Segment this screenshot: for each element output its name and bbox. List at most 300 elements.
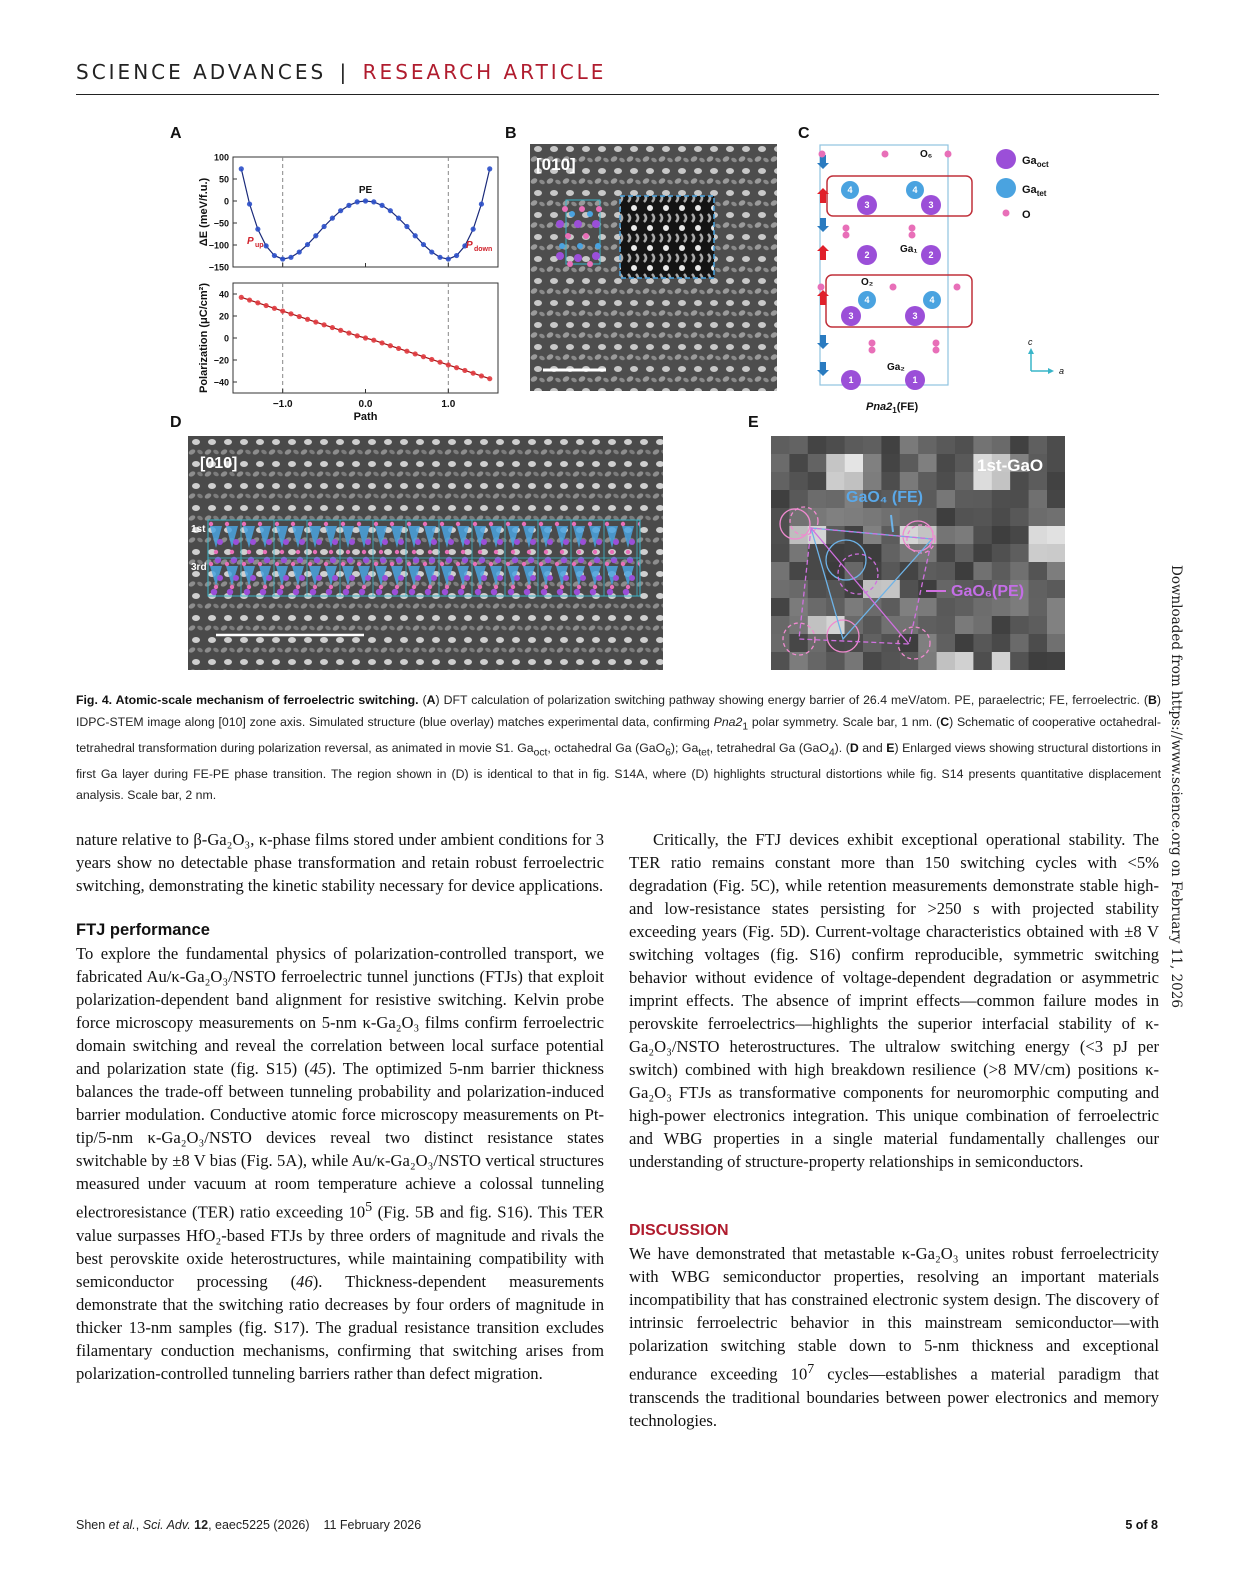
- pixel: [789, 472, 808, 490]
- pixel: [808, 454, 827, 472]
- svg-text:O₂: O₂: [861, 277, 874, 288]
- pixel: [808, 580, 827, 598]
- svg-text:O₆: O₆: [920, 149, 933, 160]
- pixel: [789, 508, 808, 526]
- axis-indicator: [1028, 337, 1064, 376]
- pixel: [900, 580, 919, 598]
- data-point: [305, 242, 310, 247]
- pixel: [863, 436, 882, 454]
- pixel: [1047, 616, 1065, 634]
- paragraph: We have demonstrated that metastable κ-Ga₂O₃ unites robust ferroelectricity with WBG semiconductor properties, resolving an important materials incompatibility that has constrained electronic system design. The discovery of intrinsic ferroelectric behavior in this mainstream semiconductor—with polarization switching stable down to 5-nm thickness and exceptional endurance exceeding $10^7$ cycles—establishes a material paradigm that transcends the traditional boundaries between power electronics and memory technologies.: [629, 1244, 1159, 1430]
- pixel: [826, 472, 845, 490]
- data-point: [454, 253, 459, 258]
- pixel: [973, 508, 992, 526]
- pixel: [826, 454, 845, 472]
- data-point: [321, 224, 326, 229]
- svg-text:Ga₁: Ga₁: [900, 244, 918, 255]
- pixel: [1010, 436, 1029, 454]
- panel-e-svg: [771, 436, 1065, 670]
- data-point: [371, 199, 376, 204]
- pixel: [955, 526, 974, 544]
- pixel: [973, 436, 992, 454]
- data-point: [330, 216, 335, 221]
- pixel: [1029, 616, 1048, 634]
- x-tick-label: 0.0: [358, 399, 373, 410]
- pixel: [918, 616, 937, 634]
- figure-title: Fig. 4. Atomic-scale mechanism of ferroelectric switching.: [76, 693, 419, 707]
- unit-cell: [820, 145, 948, 385]
- pixel: [955, 616, 974, 634]
- data-point: [255, 300, 260, 305]
- pixel: [845, 472, 864, 490]
- pixel: [826, 544, 845, 562]
- data-point: [437, 360, 442, 365]
- pixel: [881, 616, 900, 634]
- data-point: [264, 243, 269, 248]
- pixel: [845, 508, 864, 526]
- pixel: [1047, 472, 1065, 490]
- pixel: [881, 544, 900, 562]
- pixel: [789, 454, 808, 472]
- pixel: [863, 580, 882, 598]
- body-left-column: [76, 828, 604, 1385]
- zone-axis-label: [010]: [200, 455, 238, 472]
- pixel: [973, 598, 992, 616]
- pixel: [845, 580, 864, 598]
- pixel: [771, 472, 790, 490]
- pixel: [1029, 490, 1048, 508]
- pixel: [771, 652, 790, 670]
- data-point: [288, 255, 293, 260]
- y-tick-label: −20: [213, 355, 229, 366]
- svg-text:3: 3: [864, 200, 870, 210]
- pixel: [789, 580, 808, 598]
- svg-text:O: O: [1022, 209, 1031, 221]
- y-tick-label: −50: [213, 218, 229, 229]
- pixel: [937, 652, 956, 670]
- pixel: [826, 490, 845, 508]
- y-axis-label: ΔE (meV/f.u.): [198, 177, 210, 247]
- data-point: [487, 376, 492, 381]
- panel-label-c: C: [798, 125, 810, 142]
- pixel: [992, 634, 1011, 652]
- data-point: [272, 253, 277, 258]
- zone-axis-label: [010]: [536, 155, 576, 174]
- pixel: [1047, 634, 1065, 652]
- pixel: [955, 508, 974, 526]
- pixel: [937, 562, 956, 580]
- data-point: [479, 201, 484, 206]
- svg-text:3: 3: [848, 311, 854, 321]
- data-point: [429, 249, 434, 254]
- citation-footer: Shen et al., Sci. Adv. 12, eaec5225 (2026) 11 February 2026: [76, 1518, 422, 1532]
- pixel: [808, 472, 827, 490]
- data-point: [479, 373, 484, 378]
- svg-text:Gaoct: $Ga_{oct}$: [1022, 155, 1049, 169]
- pixel: [771, 436, 790, 454]
- journal-name: SCIENCE ADVANCES: [76, 60, 327, 84]
- data-point: [338, 328, 343, 333]
- pixel: [789, 490, 808, 508]
- pixel: [955, 436, 974, 454]
- panel-a-charts: [165, 140, 505, 425]
- pixel: [955, 634, 974, 652]
- data-point: [321, 322, 326, 327]
- data-point: [388, 343, 393, 348]
- data-point: [297, 249, 302, 254]
- x-axis-label: Path: [353, 411, 378, 423]
- section-heading-ftj: FTJ performance: [76, 921, 210, 939]
- pixel: [973, 526, 992, 544]
- svg-text:Gatet: $Ga_{tet}$: [1022, 184, 1047, 198]
- data-point: [297, 314, 302, 319]
- pixel: [863, 526, 882, 544]
- pixel: [937, 526, 956, 544]
- pixel: [881, 472, 900, 490]
- page-number: 5 of 8: [1125, 1518, 1158, 1532]
- figure-caption: Fig. 4. Atomic-scale mechanism of ferroelectric switching. (A) DFT calculation of polarization switching pathway showing energy barrier of 26.4 meV/atom. PE, paraelectric; FE, ferroelectric. (B) IDPC-STEM image along [010] zone axis. Simulated structure (blue overlay) matches experimental data, confirming $Pna2_1$ polar symmetry. Scale bar, 1 nm. (C) Schematic of cooperative octahedral-tetrahedral transformation during polarization reversal, as animated in movie S1. $Ga_{oct}$, octahedral Ga (GaO$_6$); $Ga_{tet}$, tetrahedral Ga (GaO$_4$). (D and E) Enlarged views showing structural distortions in first Ga layer during FE-PE phase transition. The region shown in (D) is identical to that in fig. S14A, where (D) highlights structural distortions while fig. S14 presents quantitative displacement analysis. Scale bar, 2 nm.: [76, 693, 1162, 803]
- pixel: [771, 454, 790, 472]
- pixel: [937, 454, 956, 472]
- pixel: [789, 544, 808, 562]
- data-point: [355, 199, 360, 204]
- paragraph: Critically, the FTJ devices exhibit exceptional operational stability. The TER ratio remains constant more than 150 switching cycles with <5% degradation (Fig. 5C), while retention measurements demonstrate stable high- and low-resistance states persisting for >250 s with projected stability exceeding years (Fig. 5D). Current-voltage characteristics obtained with ±8 V switching voltages (fig. S16) confirm reproducible, symmetric switching behavior without evidence of voltage-dependent degradation or asymmetric imprint effects. The absence of imprint effects—common failure modes in perovskite ferroelectrics—highlights the superior interfacial stability of κ-Ga₂O₃/NSTO heterostructures. The ultralow switching energy (<3 pJ per switch) combined with high breakdown resilience (>8 MV/cm) positions κ-Ga₂O₃ FTJs as transformative components for neuromorphic computing and high-power electronics integration. This unique combination of ferroelectric and WBG properties in a single material fundamentally challenges our understanding of structure-property relationships in semiconductors.: [629, 830, 1159, 1171]
- pixel: [1047, 598, 1065, 616]
- pixel: [937, 472, 956, 490]
- pixel: [1010, 508, 1029, 526]
- pixel: [1029, 580, 1048, 598]
- pixel: [771, 598, 790, 616]
- plot-frame: [233, 157, 498, 267]
- data-point: [255, 227, 260, 232]
- pixel: [845, 454, 864, 472]
- pixel: [955, 562, 974, 580]
- svg-text:a: a: [1059, 366, 1065, 376]
- pixel: [881, 580, 900, 598]
- panel-b-svg: [530, 144, 777, 391]
- pixel: [973, 490, 992, 508]
- header-separator: |: [339, 60, 350, 84]
- data-point: [313, 319, 318, 324]
- pixel: [1047, 454, 1065, 472]
- pixel: [955, 454, 974, 472]
- y-axis-label: Polarization (μC/cm²): [198, 282, 210, 394]
- y-tick-label: −40: [213, 377, 229, 388]
- data-point: [446, 256, 451, 261]
- panel-label-b: B: [505, 125, 517, 142]
- pixel: [918, 472, 937, 490]
- svg-text:c: c: [1028, 337, 1033, 347]
- pixel: [1029, 562, 1048, 580]
- panel-e-stem-image: [771, 436, 1065, 670]
- data-point: [413, 233, 418, 238]
- data-point: [239, 166, 244, 171]
- pixel: [918, 652, 937, 670]
- pixel: [1029, 436, 1048, 454]
- data-point: [355, 333, 360, 338]
- pixel: [955, 652, 974, 670]
- pixel: [918, 634, 937, 652]
- pixel: [1047, 526, 1065, 544]
- pixel: [937, 616, 956, 634]
- data-point: [247, 297, 252, 302]
- p-up-subscript: up: [255, 242, 264, 249]
- paragraph: nature relative to β-Ga₂O₃, κ-phase films stored under ambient conditions for 3 years show no detectable phase transformation and retain robust ferroelectric switching, demonstrating the kinetic stability necessary for device applications.: [76, 830, 604, 895]
- data-point: [280, 256, 285, 261]
- pixel: [863, 508, 882, 526]
- pixel: [808, 490, 827, 508]
- pixel: [918, 598, 937, 616]
- pixel: [937, 598, 956, 616]
- pixel: [863, 454, 882, 472]
- svg-text:Ga₂: Ga₂: [887, 362, 905, 373]
- pixel: [992, 544, 1011, 562]
- data-point: [421, 354, 426, 359]
- journal-header: [76, 60, 606, 84]
- pixel: [826, 508, 845, 526]
- pixel: [771, 580, 790, 598]
- data-point: [396, 216, 401, 221]
- pixel: [863, 634, 882, 652]
- pixel: [808, 634, 827, 652]
- pixel: [771, 616, 790, 634]
- data-point: [404, 224, 409, 229]
- data-point: [413, 351, 418, 356]
- pixel: [918, 436, 937, 454]
- pixel: [918, 454, 937, 472]
- svg-text:4: 4: [912, 185, 918, 195]
- pixel: [1010, 526, 1029, 544]
- pixel: [937, 508, 956, 526]
- pixel: [1047, 580, 1065, 598]
- pixel: [863, 616, 882, 634]
- y-tick-label: −100: [208, 240, 229, 251]
- pixel: [1010, 490, 1029, 508]
- svg-text:4: 4: [864, 295, 870, 305]
- pixel: [845, 634, 864, 652]
- data-point: [346, 330, 351, 335]
- pixel: [937, 634, 956, 652]
- space-group-label: $Pna2_1(FE)$: [866, 401, 919, 415]
- pixel: [826, 436, 845, 454]
- pixel: [918, 562, 937, 580]
- pixel: [955, 472, 974, 490]
- simulated-region: [620, 196, 714, 278]
- p-down-subscript: down: [474, 246, 493, 253]
- pixel: [918, 526, 937, 544]
- y-tick-label: 0: [223, 333, 229, 344]
- pixel: [900, 436, 919, 454]
- legend: [996, 149, 1049, 221]
- pixel: [1029, 634, 1048, 652]
- data-point: [239, 295, 244, 300]
- p-up-label: P: [247, 236, 254, 247]
- pixel: [771, 562, 790, 580]
- pixel: [973, 652, 992, 670]
- pixel: [771, 544, 790, 562]
- data-point: [429, 357, 434, 362]
- data-point: [487, 166, 492, 171]
- pixel: [900, 616, 919, 634]
- article-type: RESEARCH ARTICLE: [362, 60, 607, 84]
- data-point: [313, 233, 318, 238]
- pixel: [1047, 544, 1065, 562]
- pixel: [808, 616, 827, 634]
- data-point: [404, 349, 409, 354]
- pixel: [992, 562, 1011, 580]
- p-down-label: P: [466, 240, 473, 251]
- pixel: [900, 472, 919, 490]
- section-heading-discussion: DISCUSSION: [629, 1222, 729, 1239]
- pixel: [1029, 508, 1048, 526]
- pixel: [1010, 616, 1029, 634]
- pixel: [863, 472, 882, 490]
- pixel: [1029, 526, 1048, 544]
- svg-text:1: 1: [912, 375, 918, 385]
- y-tick-label: −150: [208, 262, 229, 273]
- pixel: [789, 634, 808, 652]
- svg-text:4: 4: [847, 185, 853, 195]
- data-point: [421, 242, 426, 247]
- svg-text:4: 4: [929, 295, 935, 305]
- pixel: [955, 544, 974, 562]
- y-tick-label: 40: [218, 289, 229, 300]
- pixel: [845, 436, 864, 454]
- data-point: [437, 255, 442, 260]
- pixel: [992, 526, 1011, 544]
- pixel: [1047, 436, 1065, 454]
- pixel: [789, 652, 808, 670]
- pixel: [863, 652, 882, 670]
- data-point: [446, 362, 451, 367]
- data-point: [346, 203, 351, 208]
- pixel: [789, 616, 808, 634]
- pixel: [1010, 562, 1029, 580]
- pixel: [937, 436, 956, 454]
- pixel: [771, 490, 790, 508]
- data-point: [396, 346, 401, 351]
- paragraph: To explore the fundamental physics of polarization-controlled transport, we fabricated Au/κ-Ga₂O₃/NSTO ferroelectric tunnel junctions (FTJs) that exploit polarization-dependent band alignment for resistive switching. Kelvin probe force microscopy measurements on 5-nm κ-Ga₂O₃ films confirm ferroelectric domain switching and reveal the correlation between local surface potential and polarization state (fig. S15) (45). The optimized 5-nm barrier thickness balances the trade-off between tunneling probability and polarization-induced barrier modulation. Conductive atomic force microscopy measurements on Pt-tip/5-nm κ-Ga₂O₃/NSTO devices reveal two distinct resistance states switchable by ±8 V bias (Fig. 5A), while Au/κ-Ga₂O₃/NSTO vertical structures measured under vacuum at room temperature achieve a colossal tunneling electroresistance (TER) ratio exceeding $10^5$ (Fig. 5B and fig. S16). This TER value surpasses HfO₂-based FTJs by three orders of magnitude and rivals the best perovskite oxide heterostructures, while maintaining compatibility with semiconductor processing (46). Thickness-dependent measurements demonstrate that the switching ratio decreases by four orders of magnitude in thicker 13-nm samples (fig. S17). The gradual resistance transition excludes filamentary conduction mechanisms, confirming that switching arises from polarization-controlled tunneling barriers rather than defect migration.: [76, 944, 605, 1383]
- pixel: [808, 652, 827, 670]
- data-point: [363, 335, 368, 340]
- pixel: [992, 436, 1011, 454]
- panel-e-title: 1st-GaO: [977, 456, 1044, 475]
- data-point: [305, 317, 310, 322]
- pixel: [1047, 490, 1065, 508]
- pixel: [845, 598, 864, 616]
- data-point: [379, 340, 384, 345]
- layer-label-3rd: 3rd: [191, 562, 207, 573]
- pixel: [881, 652, 900, 670]
- pixel: [992, 508, 1011, 526]
- y-tick-label: 50: [218, 174, 229, 185]
- panel-b-stem-image: [530, 144, 777, 391]
- pixel: [937, 544, 956, 562]
- pe-label: PE: [358, 185, 373, 196]
- pixel: [1010, 598, 1029, 616]
- pixel: [1047, 562, 1065, 580]
- data-point: [471, 371, 476, 376]
- pixel: [808, 436, 827, 454]
- pixel: [955, 598, 974, 616]
- pixel: [900, 454, 919, 472]
- svg-text:3: 3: [912, 311, 918, 321]
- data-point: [363, 198, 368, 203]
- pixel: [992, 652, 1011, 670]
- panel-label-e: E: [748, 414, 759, 431]
- pixel: [826, 616, 845, 634]
- data-point: [454, 365, 459, 370]
- pixel: [881, 598, 900, 616]
- pixel: [1047, 652, 1065, 670]
- layer-label-1st: 1st: [191, 524, 206, 535]
- svg-text:2: 2: [928, 250, 934, 260]
- pixel: [1010, 652, 1029, 670]
- data-point: [264, 303, 269, 308]
- polarization-chart: [198, 283, 498, 423]
- pixel: [973, 544, 992, 562]
- pixel: [808, 598, 827, 616]
- y-tick-label: 20: [218, 311, 229, 322]
- svg-text:3: 3: [928, 200, 934, 210]
- svg-text:2: 2: [864, 250, 870, 260]
- data-point: [371, 338, 376, 343]
- pixel: [789, 436, 808, 454]
- data-point: [247, 201, 252, 206]
- atoms: [818, 151, 961, 391]
- pixel: [826, 652, 845, 670]
- x-tick-label: −1.0: [272, 399, 293, 410]
- panel-label-d: D: [170, 414, 182, 431]
- pixel: [973, 634, 992, 652]
- pixel: [992, 616, 1011, 634]
- header-rule: [76, 94, 1159, 95]
- y-tick-label: 0: [223, 196, 229, 207]
- panel-d-stem-image: [188, 436, 663, 670]
- pixel: [845, 652, 864, 670]
- series-line: [241, 169, 489, 259]
- gao6-label: GaO₆(PE): [951, 583, 1025, 600]
- pixel: [955, 490, 974, 508]
- energy-chart: [198, 153, 498, 273]
- pixel: [789, 598, 808, 616]
- pixel: [1047, 508, 1065, 526]
- data-point: [379, 203, 384, 208]
- panel-c-schematic: [800, 140, 1080, 415]
- pixel: [1029, 544, 1048, 562]
- gao4-label: GaO₄ (FE): [846, 489, 923, 506]
- pixel: [992, 598, 1011, 616]
- data-point: [471, 227, 476, 232]
- data-point: [272, 306, 277, 311]
- download-note: Downloaded from https://www.science.org on February 11, 2026: [1168, 565, 1184, 1008]
- pixel: [973, 616, 992, 634]
- pixel: [826, 526, 845, 544]
- pixel: [881, 436, 900, 454]
- pixel: [918, 508, 937, 526]
- data-point: [280, 308, 285, 313]
- pixel: [992, 490, 1011, 508]
- pixel: [1029, 598, 1048, 616]
- svg-text:1: 1: [848, 375, 854, 385]
- pixel: [937, 490, 956, 508]
- panel-d-svg: [188, 436, 663, 670]
- pixel: [1029, 652, 1048, 670]
- pixel: [1010, 634, 1029, 652]
- data-point: [338, 208, 343, 213]
- pixel: [881, 454, 900, 472]
- data-point: [288, 311, 293, 316]
